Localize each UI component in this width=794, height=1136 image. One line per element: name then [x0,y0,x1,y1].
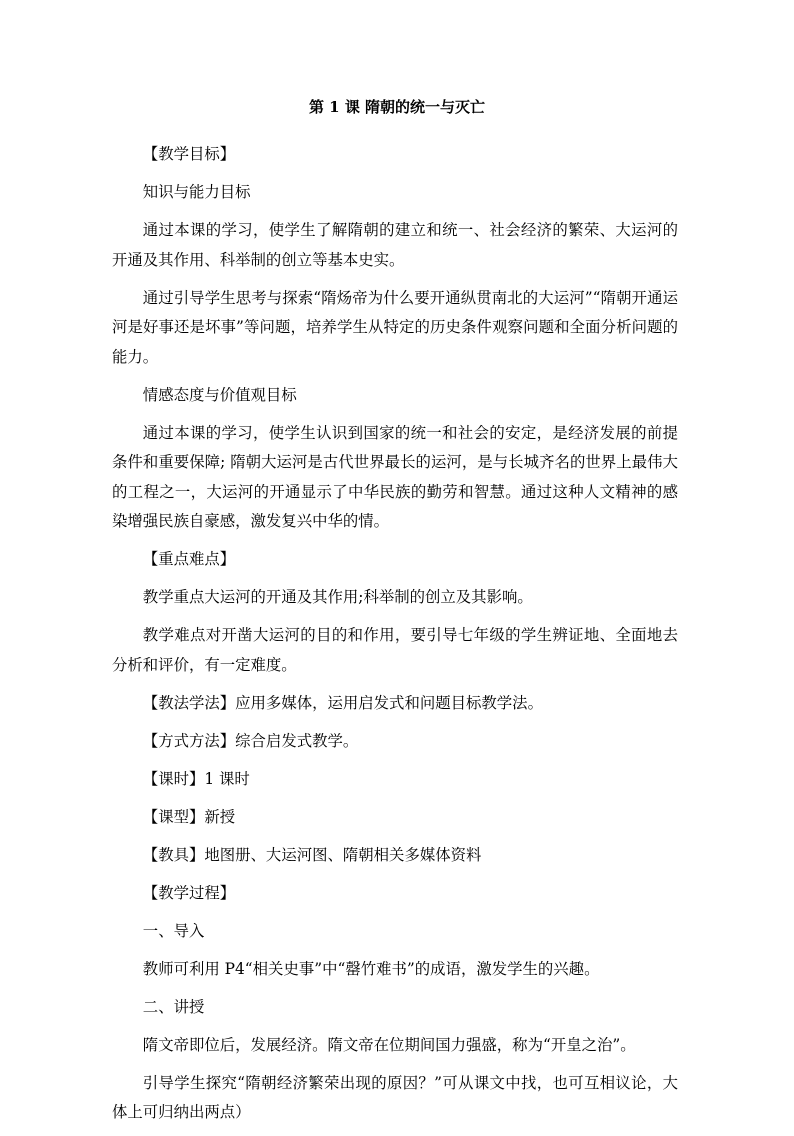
subheading-lecture: 二、讲授 [142,997,205,1016]
paragraph: 教学重点大运河的开通及其作用;科举制的创立及其影响。 [142,588,533,606]
paragraph-class-type: 【课型】新授 [142,807,236,826]
subheading-emotion-values: 情感态度与价值观目标 [142,385,297,404]
paragraph: 引导学生探究“隋朝经济繁荣出现的原因？”可从课文中找，也可互相议论，大体上可归纳出两点） [112,1073,678,1121]
paragraph-teaching-method: 【教法学法】应用多媒体，运用启发式和问题目标教学法。 [142,693,543,712]
paragraph: 隋文帝即位后，发展经济。隋文帝在位期间国力强盛，称为“开皇之治”。 [142,1035,636,1054]
subheading-knowledge-ability: 知识与能力目标 [142,183,251,201]
subheading-introduction: 一、导入 [142,921,205,940]
paragraph: 通过本课的学习，使学生认识到国家的统一和社会的安定，是经济发展的前提条件和重要保障; 隋朝大运河是古代世界最长的运河，是与长城齐名的世界上最伟大的工程之一，大运河的开通显示了中华民族的勤劳和智慧。通过这种人文精神的感染增强民族自豪感，激发复兴中华的情。 [112,423,678,530]
section-heading-objectives: 【教学目标】 [142,145,236,163]
page-title: 第 1 课 隋朝的统一与灭亡 [308,98,486,116]
section-heading-process: 【教学过程】 [142,883,236,902]
section-heading-key-points: 【重点难点】 [142,550,236,568]
paragraph-teaching-aids: 【教具】地图册、大运河图、隋朝相关多媒体资料 [142,845,482,864]
paragraph: 教师可利用 P4“相关史事”中“罄竹难书”的成语，激发学生的兴趣。 [142,959,600,978]
paragraph: 通过本课的学习，使学生了解隋朝的建立和统一、社会经济的繁荣、大运河的开通及其作用、科举制的创立等基本史实。 [112,221,678,269]
paragraph-class-hours: 【课时】1 课时 [142,769,250,788]
paragraph: 通过引导学生思考与探索“隋炀帝为什么要开通纵贯南北的大运河”“隋朝开通运河是好事还是坏事”等问题，培养学生从特定的历史条件观察问题和全面分析问题的能力。 [112,288,678,366]
document-body [112,140,678,1136]
paragraph: 教学难点对开凿大运河的目的和作用，要引导七年级的学生辨证地、全面地去分析和评价，有一定难度。 [112,626,678,674]
paragraph-approach: 【方式方法】综合启发式教学。 [142,731,359,750]
